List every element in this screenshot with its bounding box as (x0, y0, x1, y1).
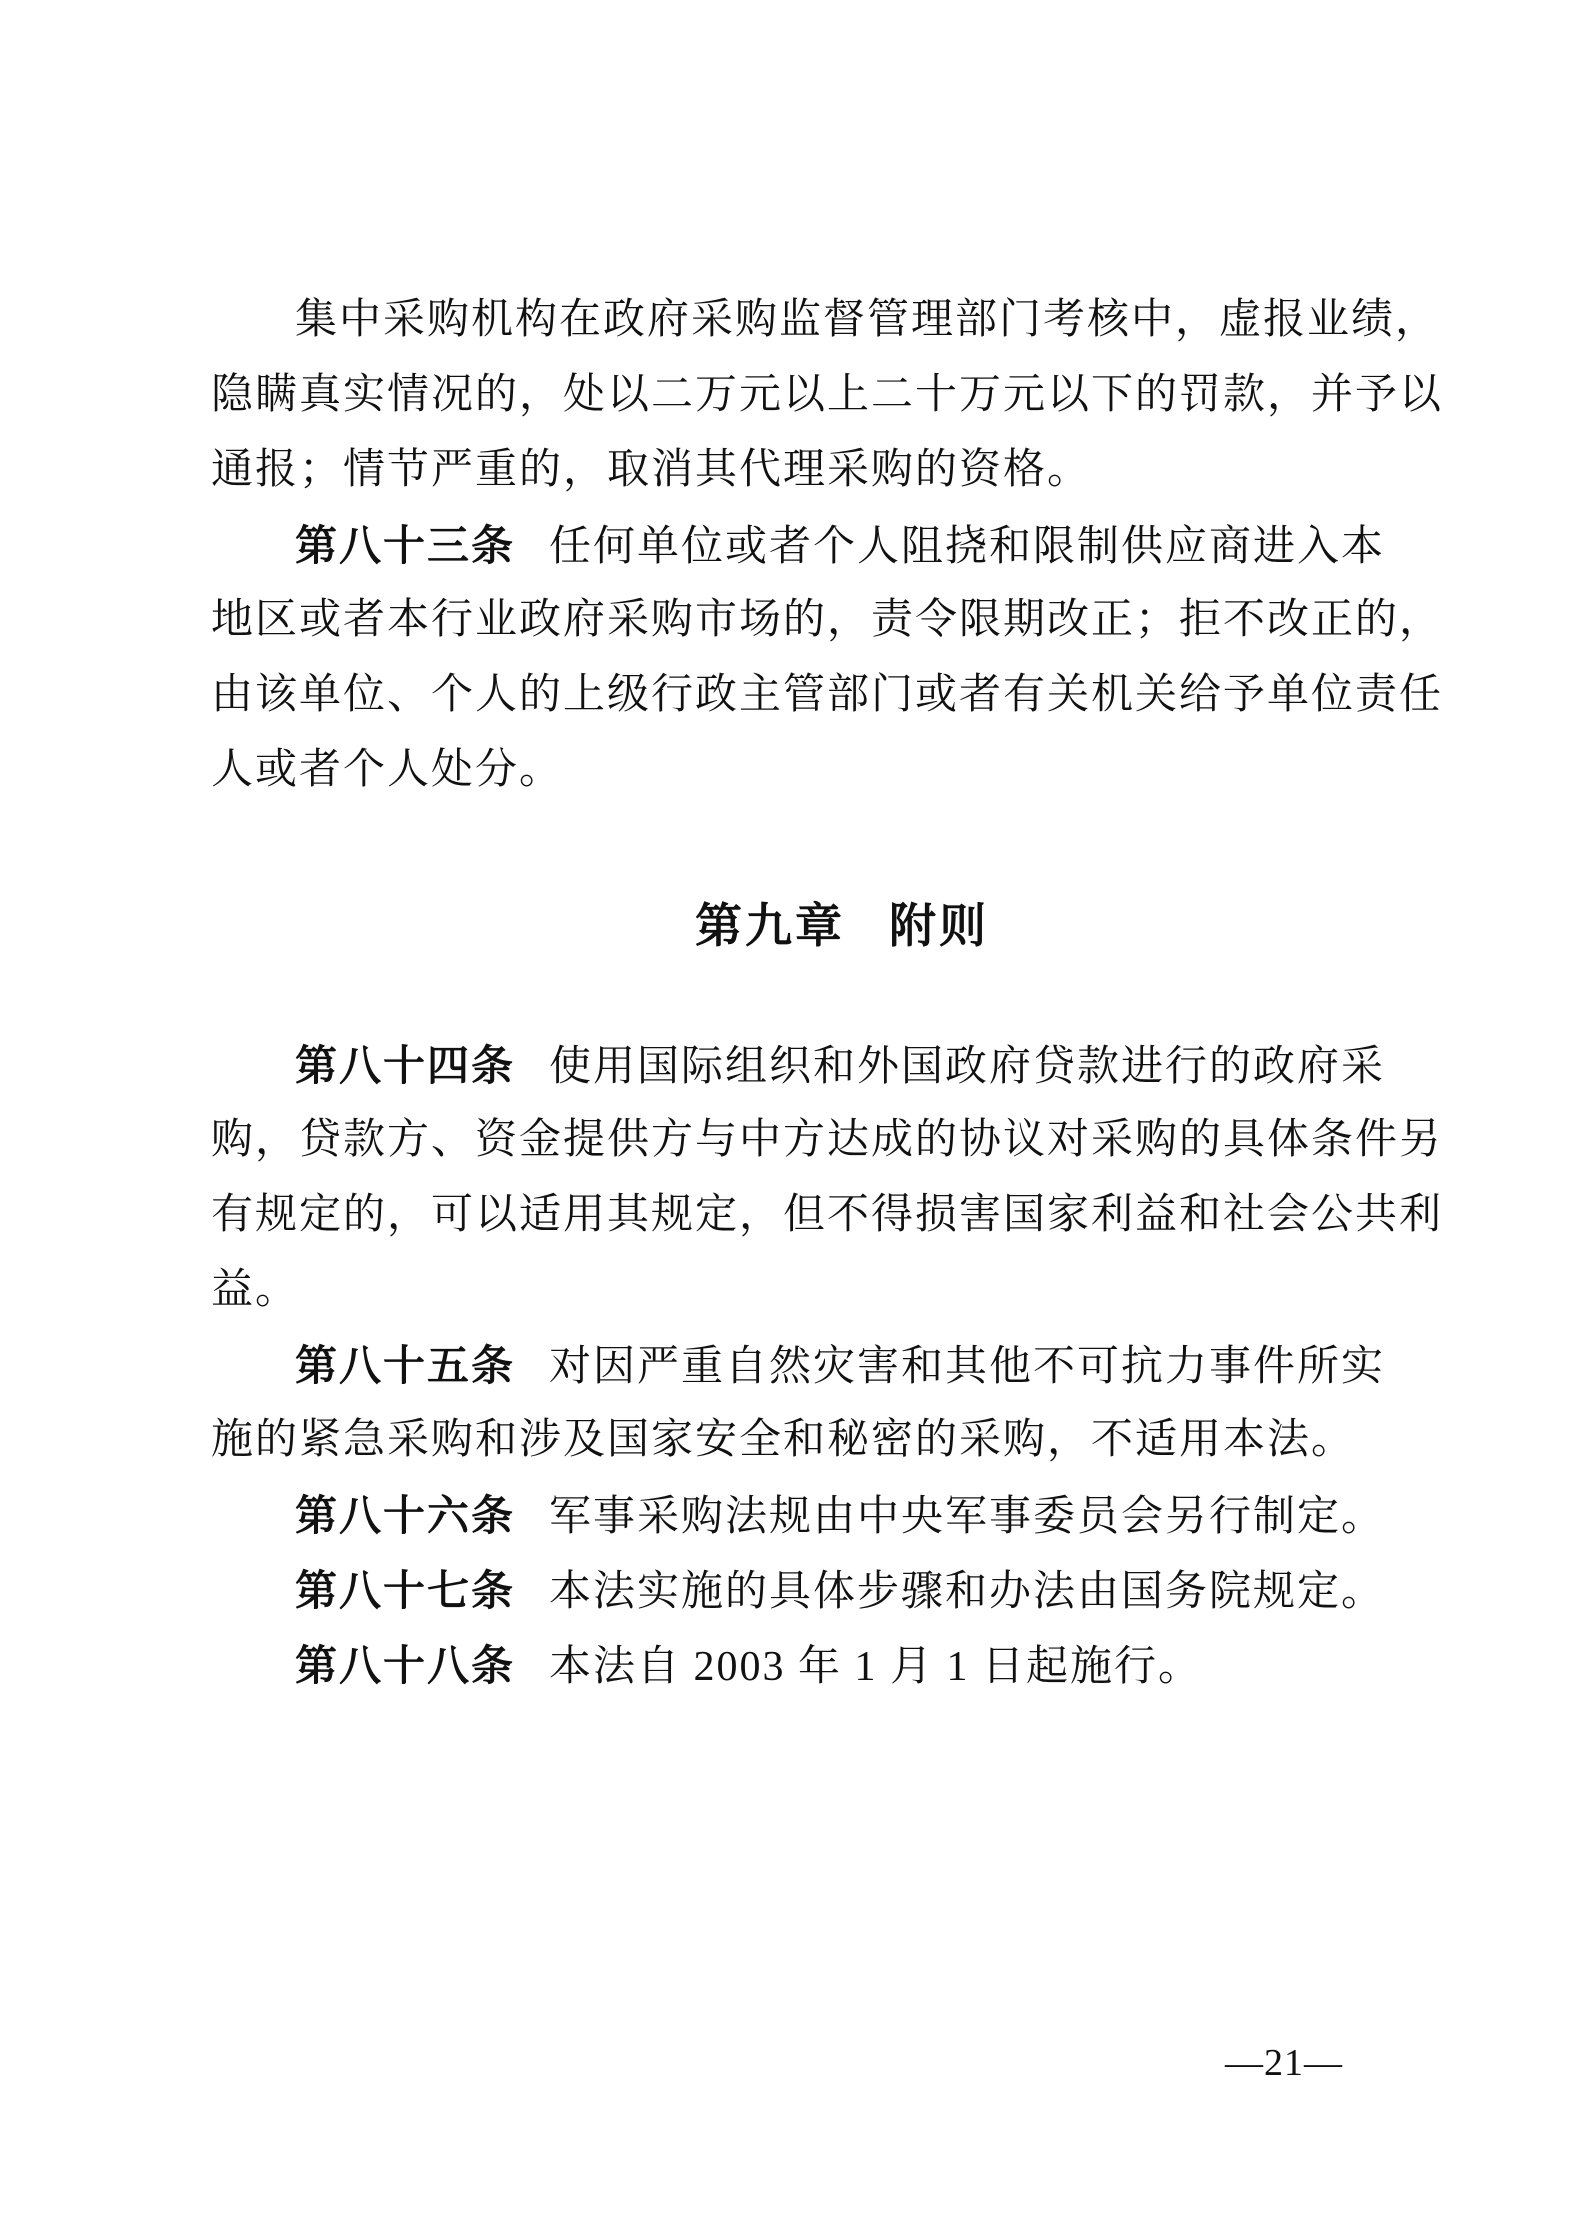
paragraph-article-87 (211, 1553, 1473, 1628)
text-line (211, 1478, 1473, 1553)
article-number: 第八十七条 (295, 1567, 516, 1614)
text-line (211, 508, 1473, 583)
text-line: 集中采购机构在政府采购监督管理部门考核中，虚报业绩， (295, 297, 1440, 343)
text-line: 由该单位、个人的上级行政主管部门或者有关机关给予单位责任 (211, 672, 1444, 718)
text-line (211, 1028, 1473, 1103)
text-line: 隐瞒真实情况的，处以二万元以上二十万元以下的罚款，并予以 (211, 372, 1444, 418)
chapter-number: 第九章 (695, 899, 845, 952)
document-text-block (211, 283, 1473, 1703)
text-line: 通报；情节严重的，取消其代理采购的资格。 (211, 447, 1092, 493)
article-text: 任何单位或者个人阻挠和限制供应商进入本 (549, 524, 1386, 570)
text-line (211, 1553, 1473, 1628)
paragraph-article-85 (211, 1328, 1473, 1478)
text-line: 购，贷款方、资金提供方与中方达成的协议对采购的具体条件另 (211, 1117, 1444, 1163)
text-line (211, 1628, 1473, 1703)
text-line: 有规定的，可以适用其规定，但不得损害国家利益和社会公共利 (211, 1192, 1444, 1238)
article-text: 军事采购法规由中央军事委员会另行制定。 (549, 1494, 1386, 1540)
text-line: 施的紧急采购和涉及国家安全和秘密的采购，不适用本法。 (211, 1417, 1356, 1463)
text-line: 人或者个人处分。 (211, 747, 564, 793)
chapter-title: 附则 (889, 899, 989, 952)
text-line: 益。 (211, 1267, 300, 1313)
page-number: —21— (1225, 2042, 1343, 2084)
article-number: 第八十三条 (295, 522, 516, 569)
article-number: 第八十五条 (295, 1342, 516, 1389)
article-text: 使用国际组织和外国政府贷款进行的政府采 (549, 1044, 1386, 1090)
chapter-heading (211, 888, 1473, 963)
article-text: 对因严重自然灾害和其他不可抗力事件所实 (549, 1344, 1386, 1390)
text-line: 地区或者本行业政府采购市场的，责令限期改正；拒不改正的， (211, 597, 1444, 643)
paragraph-article-88 (211, 1628, 1473, 1703)
article-text: 本法实施的具体步骤和办法由国务院规定。 (549, 1569, 1386, 1615)
article-number: 第八十八条 (295, 1642, 516, 1689)
paragraph-article-82-tail (211, 283, 1473, 508)
article-text: 本法自 2003 年 1 月 1 日起施行。 (549, 1644, 1203, 1690)
text-line (211, 1328, 1473, 1403)
paragraph-article-84 (211, 1028, 1473, 1328)
paragraph-article-83 (211, 508, 1473, 808)
article-number: 第八十六条 (295, 1492, 516, 1539)
paragraph-article-86 (211, 1478, 1473, 1553)
article-number: 第八十四条 (295, 1042, 516, 1089)
